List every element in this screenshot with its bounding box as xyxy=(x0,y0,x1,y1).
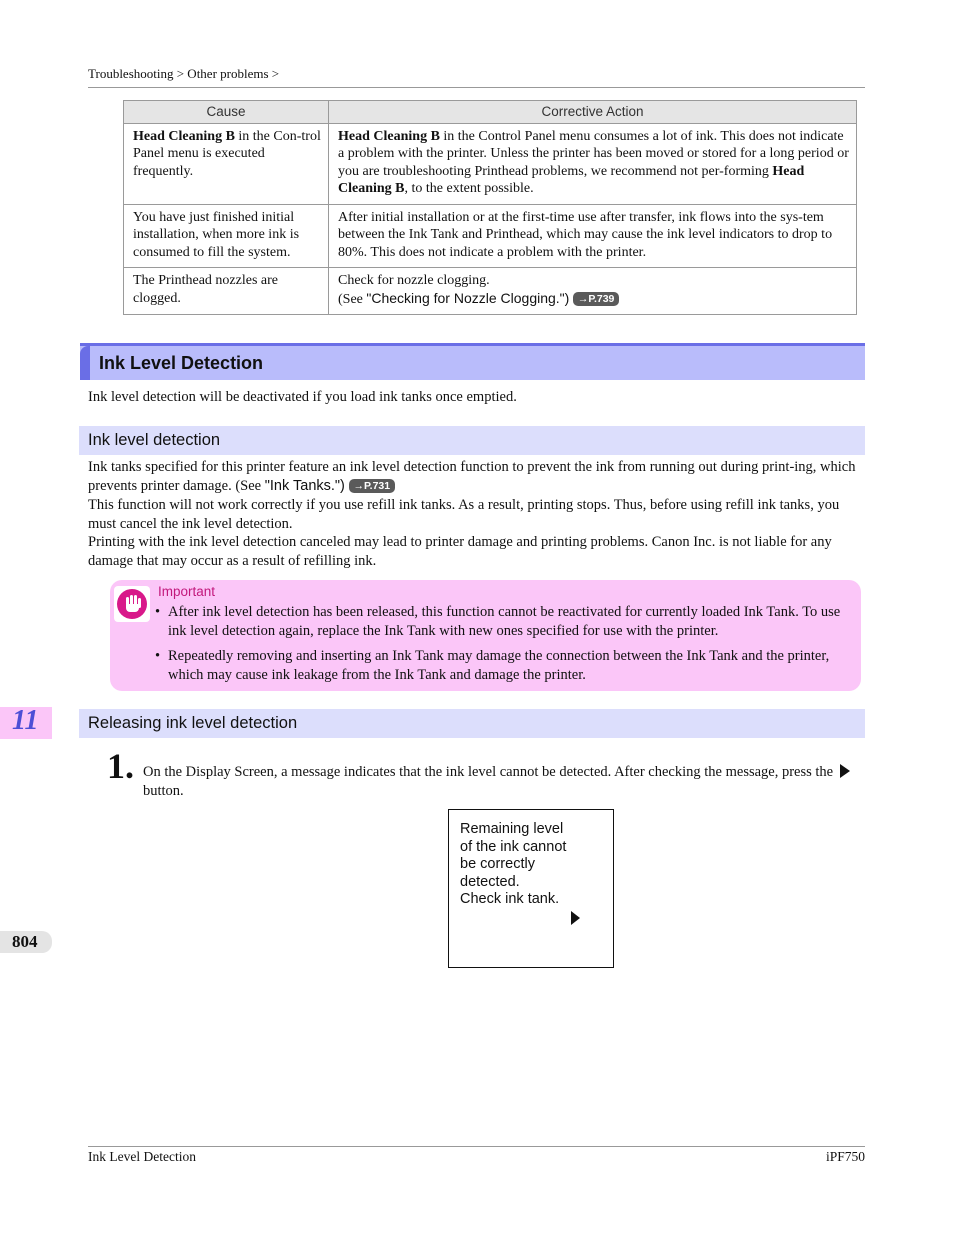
ink-tanks-link[interactable]: "Ink Tanks.") xyxy=(264,478,345,494)
section-intro: Ink level detection will be deactivated if you load ink tanks once emptied. xyxy=(88,389,517,405)
bullet: • xyxy=(155,604,161,620)
table-row xyxy=(124,204,857,268)
cause-bold: Head Cleaning B xyxy=(133,128,235,144)
hand-stop-icon xyxy=(114,586,150,622)
see-text: (See xyxy=(338,291,367,307)
page-number: 804 xyxy=(12,932,38,951)
page-ref-button[interactable]: →P.731 xyxy=(349,479,396,493)
display-message xyxy=(460,821,566,909)
page-number-tab xyxy=(0,931,52,953)
list-item-text: Repeatedly removing and inserting an Ink Tank may damage the connection between the Ink Tank and the printer, which may cause ink leakage from the Ink Tank and damage the printer. xyxy=(168,648,830,683)
list-item xyxy=(155,603,858,641)
action-text: in the Control Panel menu consumes a lot of ink. This does not indicate a problem with the printer. Unless the printer has been moved or stored for a long period or you are troubleshooting Printhead problems, we recommend not per-forming xyxy=(338,128,849,179)
chapter-tab xyxy=(0,707,52,739)
display-line: Check ink tank. xyxy=(460,891,560,907)
action-cell xyxy=(329,123,857,204)
display-line: detected. xyxy=(460,873,520,890)
cause-cell: The Printhead nozzles are clogged. xyxy=(124,268,329,315)
right-arrow-icon xyxy=(571,911,580,925)
heading-accent-bar xyxy=(80,346,90,380)
list-item xyxy=(155,647,858,685)
subsection-title: Releasing ink level detection xyxy=(88,714,298,732)
subsection-heading xyxy=(79,709,865,738)
action-text: Check for nozzle clogging. xyxy=(338,273,490,288)
header-divider xyxy=(88,87,865,88)
step-text-part: button. xyxy=(143,783,184,799)
section-title: Ink Level Detection xyxy=(99,353,264,373)
subsection-heading xyxy=(79,426,865,455)
cause-cell: You have just finished initial installation, when more ink is consumed to fill the system. xyxy=(124,204,329,268)
paragraph-text: Ink tanks specified for this printer feature an ink level detection function to prevent the ink from running out during print-ing, which prevents printer damage. (See xyxy=(88,459,856,494)
footer-section-name: Ink Level Detection xyxy=(88,1149,196,1164)
display-line: be correctly xyxy=(460,856,535,872)
section-heading xyxy=(80,343,865,380)
right-arrow-icon xyxy=(840,764,850,778)
action-cell xyxy=(329,268,857,315)
important-title: Important xyxy=(158,584,216,599)
action-bold: Head Cleaning B xyxy=(338,128,440,144)
chapter-number: 11 xyxy=(12,705,39,736)
bullet: • xyxy=(155,648,161,664)
breadcrumb[interactable]: Troubleshooting > Other problems > xyxy=(88,66,280,81)
display-line: of the ink cannot xyxy=(460,838,567,855)
cause-action-table xyxy=(123,100,857,315)
step-number: 1. xyxy=(107,746,134,786)
action-text: , to the extent possible. xyxy=(404,181,534,196)
action-cell: After initial installation or at the first-time use after transfer, ink flows into the sys-tem between the Ink Tank and Printhead, which may cause the ink level indicators to drop to 80%. This does not indicate a problem with the printer. xyxy=(329,204,857,268)
table-row xyxy=(124,268,857,315)
paragraph: This function will not work correctly if you use refill ink tanks. As a result, printing stops. Thus, before using refill ink tanks, you must cancel the ink level detection. xyxy=(88,497,840,532)
cause-cell xyxy=(124,123,329,204)
column-header-cause: Cause xyxy=(124,101,329,124)
nozzle-clogging-link[interactable]: "Checking for Nozzle Clogging.") xyxy=(366,289,570,306)
page-ref-button[interactable]: →P.739 xyxy=(573,292,620,306)
step-text-part: On the Display Screen, a message indicates that the ink level cannot be detected. After checking the message, press the xyxy=(143,764,837,780)
subsection-title: Ink level detection xyxy=(88,431,221,449)
paragraph xyxy=(88,458,865,496)
cause-text: in the Con-trol Panel menu is executed frequently. xyxy=(133,128,321,179)
action-bold: Head Cleaning B xyxy=(338,163,805,196)
table-row xyxy=(124,123,857,204)
footer-model-name: iPF750 xyxy=(825,1149,865,1164)
step-text xyxy=(143,763,865,801)
important-box xyxy=(110,580,861,691)
column-header-action: Corrective Action xyxy=(329,101,857,124)
display-screen xyxy=(448,809,614,968)
footer-divider xyxy=(88,1146,865,1147)
display-line: Remaining level xyxy=(460,821,564,837)
paragraph: Printing with the ink level detection canceled may lead to printer damage and printing problems. Canon Inc. is not liable for any damage that may occur as a result of refilling ink. xyxy=(88,534,832,569)
list-item-text: After ink level detection has been released, this function cannot be reactivated for currently loaded Ink Tank. To use ink level detection again, replace the Ink Tank with new ones specified for use with the printer. xyxy=(168,604,841,639)
